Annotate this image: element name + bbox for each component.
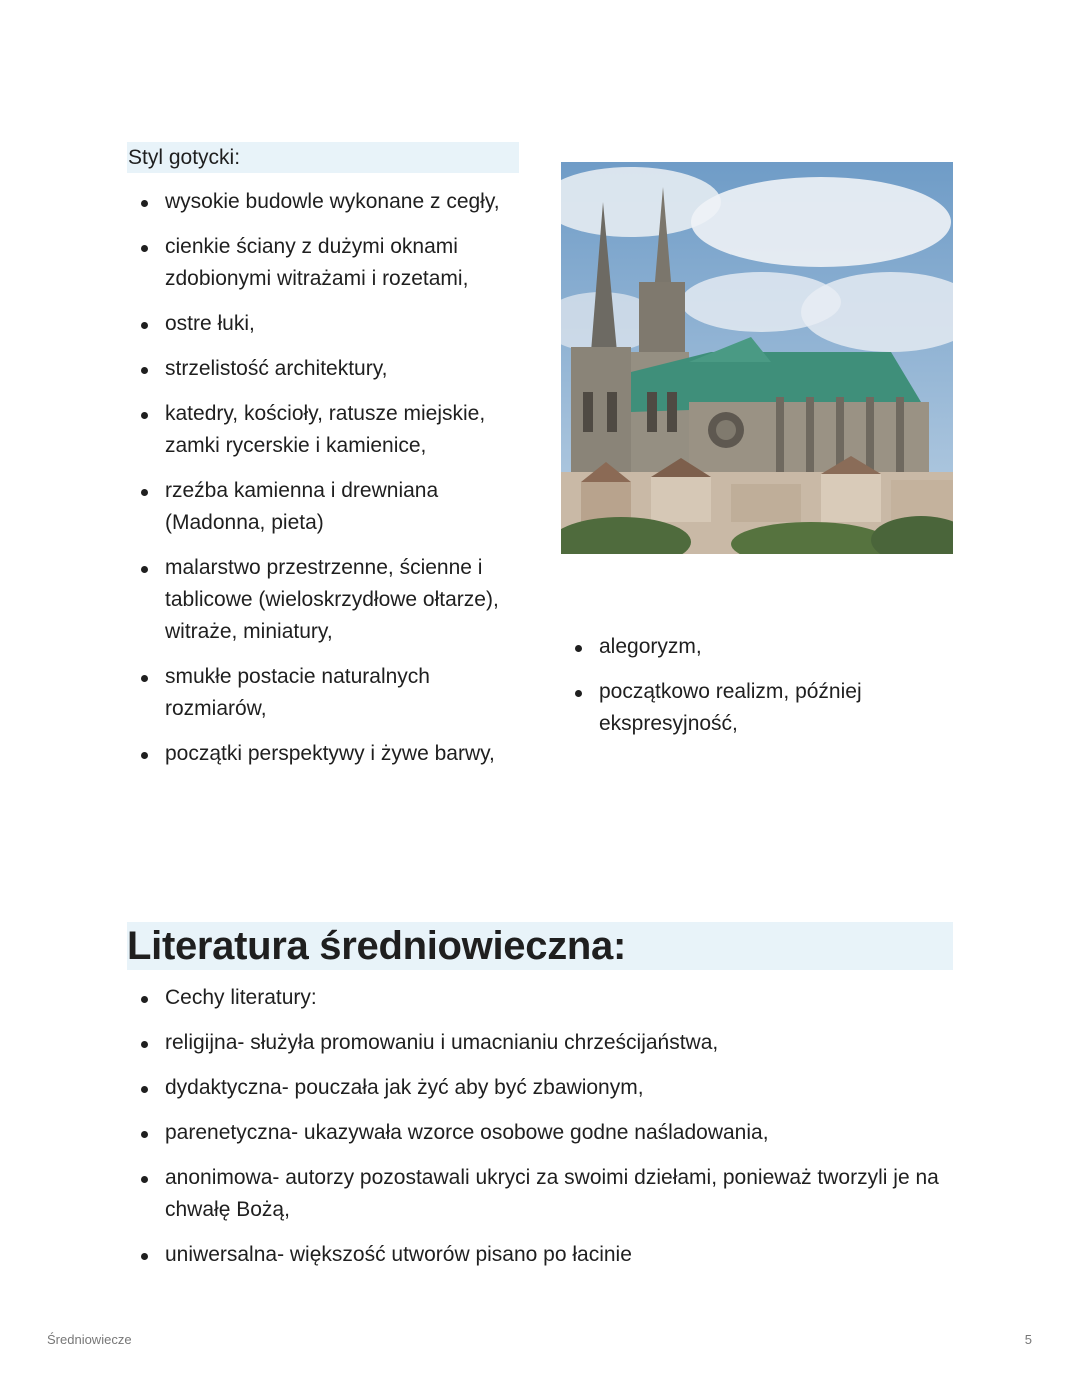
cathedral-photo	[561, 162, 953, 554]
gothic-features-list-continued	[562, 631, 942, 753]
page-number: 5	[1024, 1332, 1032, 1347]
literature-heading: Literatura średniowieczna:	[127, 922, 953, 970]
list-item: smukłe postacie naturalnych rozmiarów,	[128, 661, 528, 725]
list-item: cienkie ściany z dużymi oknami zdobionymi witrażami i rozetami,	[128, 231, 528, 295]
literature-features-list	[128, 982, 958, 1284]
list-item: ostre łuki,	[128, 308, 528, 340]
list-item: strzelistość architektury,	[128, 353, 528, 385]
footer-section-title: Średniowiecze	[47, 1332, 132, 1347]
list-item: Cechy literatury:	[128, 982, 958, 1014]
list-item: religijna- służyła promowaniu i umacnianiu chrześcijaństwa,	[128, 1027, 958, 1059]
list-item: katedry, kościoły, ratusze miejskie, zamki rycerskie i kamienice,	[128, 398, 528, 462]
list-item: rzeźba kamienna i drewniana (Madonna, pieta)	[128, 475, 528, 539]
list-item: początki perspektywy i żywe barwy,	[128, 738, 528, 770]
list-item: malarstwo przestrzenne, ścienne i tablicowe (wieloskrzydłowe ołtarze), witraże, miniatury,	[128, 552, 528, 648]
list-item: dydaktyczna- pouczała jak żyć aby być zbawionym,	[128, 1072, 958, 1104]
list-item: początkowo realizm, później ekspresyjność,	[562, 676, 942, 740]
list-item: alegoryzm,	[562, 631, 942, 663]
list-item: parenetyczna- ukazywała wzorce osobowe godne naśladowania,	[128, 1117, 958, 1149]
gothic-heading: Styl gotycki:	[127, 142, 519, 173]
list-item: wysokie budowle wykonane z cegły,	[128, 186, 528, 218]
list-item: anonimowa- autorzy pozostawali ukryci za swoimi dziełami, ponieważ tworzyli je na chwałę Bożą,	[128, 1162, 958, 1226]
list-item: uniwersalna- większość utworów pisano po łacinie	[128, 1239, 958, 1271]
gothic-features-list	[128, 186, 528, 783]
